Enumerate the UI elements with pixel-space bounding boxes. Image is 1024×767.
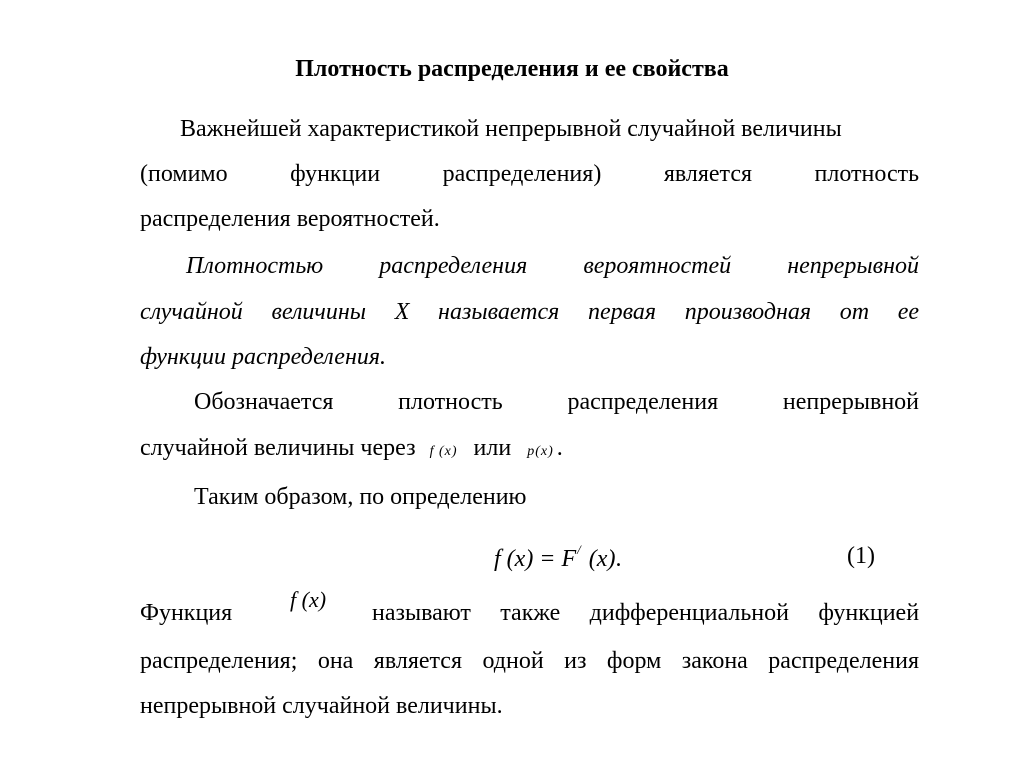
para4-line1-rest: [372, 597, 919, 629]
para4-line1-word: также: [500, 600, 561, 626]
math-f-of-x-display: f (x): [290, 587, 327, 612]
para4-line1-word: называют: [372, 600, 471, 626]
definition-line1-word: Плотностью: [186, 253, 324, 279]
definition-line2-word: первая: [587, 299, 657, 325]
para1-line3: распределения вероятностей.: [140, 206, 440, 232]
para2-line1-word: распределения: [567, 389, 719, 415]
para1-line2-word: распределения): [442, 161, 602, 187]
definition-line2-word: величины: [271, 299, 367, 325]
para1-line2-word: функции: [290, 161, 381, 187]
para2-line2-text: случайной величины через: [140, 435, 416, 461]
definition-line3: функции распределения.: [140, 344, 386, 370]
formula-arg: (x): [582, 546, 616, 572]
para2-line2: [140, 432, 563, 468]
definition-line1-word: непрерывной: [787, 253, 920, 279]
page-title: Плотность распределения и ее свойства: [295, 56, 729, 82]
formula-period: .: [615, 546, 622, 572]
definition-line2-word: называется: [438, 299, 560, 325]
para1-line2-word: плотность: [814, 161, 920, 187]
formula-prime: /: [577, 542, 581, 557]
para2-line1-word: плотность: [398, 389, 503, 415]
para2-line1-word: Обозначается: [194, 389, 334, 415]
para4-word-function: Функция: [140, 600, 233, 626]
formula-number: (1): [847, 543, 875, 569]
para2-line2-period: .: [556, 435, 563, 461]
para1-line2-word: является: [663, 161, 753, 187]
definition-line2-word: производная: [684, 299, 812, 325]
math-p-of-x: p(x): [527, 444, 554, 459]
para2-line1-word: непрерывной: [782, 389, 920, 415]
para1-line2: [140, 158, 919, 190]
formula-lhs: f (x) =: [494, 546, 562, 572]
definition-line2-word: случайной: [140, 299, 243, 325]
math-f-of-x: f (x): [429, 444, 458, 459]
definition-line2-word: ее: [897, 299, 920, 325]
definition-line2-variable: X: [394, 299, 410, 325]
para2-line2-or: или: [473, 435, 512, 461]
para3-line: Таким образом, по определению: [194, 484, 527, 510]
para4-line2: распределения; она является одной из форм закона распределения: [140, 648, 919, 674]
para4-line1-word: дифференциальной: [589, 600, 789, 626]
definition-line1-word: вероятностей: [583, 253, 732, 279]
formula-F: F: [561, 546, 577, 572]
definition-line2-word: от: [839, 299, 870, 325]
para1-line1: Важнейшей характеристикой непрерывной случайной величины: [180, 116, 842, 142]
para4-line3: непрерывной случайной величины.: [140, 693, 503, 719]
definition-line2: [140, 296, 919, 328]
definition-line1-word: распределения: [379, 253, 528, 279]
para4-line1-word: функцией: [818, 600, 920, 626]
para1-line2-word: (помимо: [140, 161, 228, 187]
definition-line1: [186, 250, 919, 282]
para2-line1: [194, 386, 919, 418]
formula-1: [494, 534, 621, 575]
